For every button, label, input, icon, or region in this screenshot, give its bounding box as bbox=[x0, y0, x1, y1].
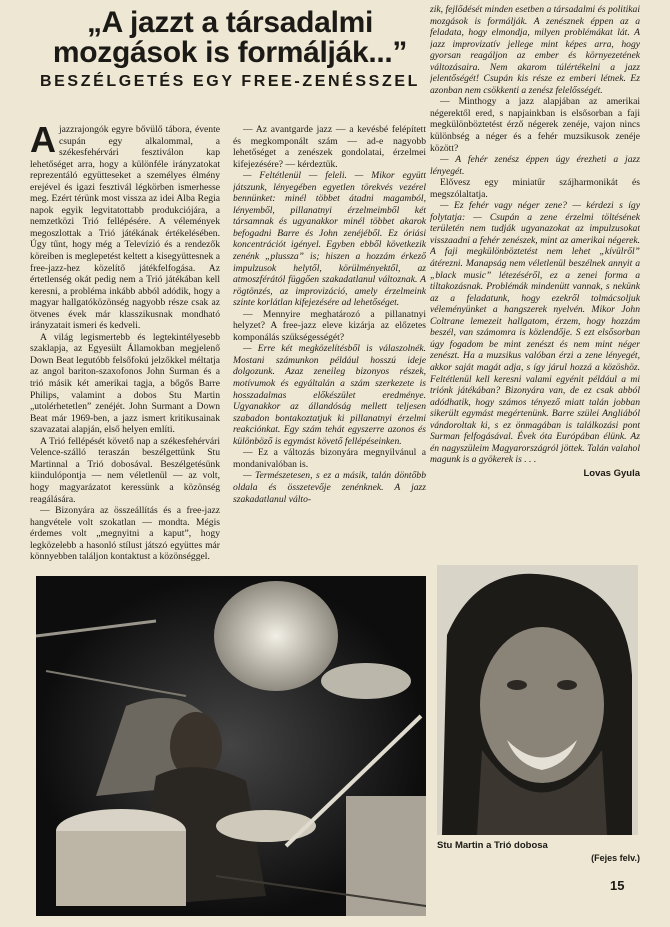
paragraph: Elővesz egy miniatűr szájharmonikát és megszólaltatja. bbox=[430, 177, 640, 200]
paragraph: — Minthogy a jazz alapjában az amerikai négerektől ered, s napjainkban is elsősorban a faji megkülönböztetést érző négerek zenéje, vajon nincs különbség a néger és a fehér muzsikusok zenéje között? bbox=[430, 96, 640, 154]
cymbal-shape bbox=[214, 581, 338, 691]
byline: Lovas Gyula bbox=[583, 467, 640, 479]
paragraph: A Trió fellépését követő nap a székesfehérvári Velence-szálló teraszán beszélgettünk Stu Martinnal a Trió dobosával. Beszélgetésünk kiindulópontja — nem véletlenül — az volt, hogy magyarázatot keressünk a közönség reagálására. bbox=[30, 435, 220, 505]
paragraph: — Mennyire meghatározó a pillanatnyi helyzet? A free-jazz eleve kizárja az előzetes komponálás szükségességét? bbox=[233, 308, 426, 343]
article-subtitle: BESZÉLGETÉS EGY FREE-ZENÉSSZEL bbox=[40, 73, 420, 90]
paragraph: — Természetesen, s ez a másik, talán döntőbb oldala és összetevője zenénknek. A jazz szakadatlanul válto- bbox=[233, 470, 426, 505]
paragraph: A világ legismertebb és legtekintélyesebb szaklapja, az Egyesült Államokban megjelenő Down Beat legutóbb felsőfokú jelzőkkel méltatja az angol bariton-szaxofonos John Surman és a trió másik két amerikai tagja, a bőgős Barre Philips, valamint a dobos Stu Martin „utolérhetetlen” zenéjét. John Surmant a Down Beat már 1969-ben, a jazz ismert kritikusainak szavazatai alapján, első helyen említi. bbox=[30, 331, 220, 436]
paragraph: — Bizonyára az összeállítás és a free-jazz hangvétele volt szokatlan — mondta. Mégis érdemes volt „megnyitni a kaput”, hogy legközelebb a hasonló stílust játszó együttes már könnyebben találjon kontaktust a közönséggel. bbox=[30, 505, 220, 563]
portrait-photo-illustration bbox=[437, 565, 638, 835]
paragraph: Ajazzrajongók egyre bővülő tábora, évente csupán egy alkalommal, a székesfehérvári fesztiválon kap lehetőséget arra, hogy a különféle irányzatokat reprezentáló együtteseket a személyes élmény erejével és igazi fesztivál légkörben ismerhesse meg. Ezért térünk most vissza az idei Alba Regia napok egyik legvitatottabb produkciójára, a nemzetközi Trió fellépésére. A vélemények megoszlottak a Trió játékának értékelésében. Úgy tűnt, hogy még a Televízió és a rendezők köreiben is meglepetést keltett a kisegyüttesnek a free-jazz-hez közelítő játékfelfogása. Az értetlenség okát pedig nem a Trió játékában kell keresni, a probléma inkább abból adódik, hogy a magyar hallgatóközönség nagyobb része csak az ötvenes évek már klasszikusnak mondható irányzatait ismeri és kedveli. bbox=[30, 124, 220, 332]
portrait-photo bbox=[437, 565, 638, 835]
paragraph: — Ez a változás bizonyára megnyilvánul a mondanivalóban is. bbox=[233, 447, 426, 470]
text-column-3 bbox=[430, 4, 640, 564]
text-column-2 bbox=[233, 124, 426, 564]
paragraph: zik, fejlődését minden esetben a társadalmi és politikai mozgások is formálják. A zenésznek éppen az a feladata, hogy elmondja, milyen problémákat lát. A jazz improvizatív jellege mint képes arra, hogy gyorsan reagáljon az ember és környezetének változásaira. Nem akarom túlértékelni a jazz jelentőségét! Csupán kis része ez emberi létnek. Ez azonban nem csökkenti a zenész felelősségét. bbox=[430, 4, 640, 96]
paragraph: — Feltétlenül — feleli. — Mikor együtt játszunk, lényegében egyetlen törekvés vezérel bennünket: minél többet átadni magamból, lényemből, pillanatnyi érzelmeimből két társamnak és ugyanakkor minél többet akarok befogadni Barre és John zenéjéből. Ez óriási koncentrációt igényel. Egyben ebből következik zenénk „plussza” is; hiszen a hozzám érkező impulzusok helytől, körülményektől, az atmoszférától függően szakadatlanul változnak. A rögtönzés, az improvizáció, amely érzelmeink szinte korlátlan kifejezésére ad lehetőséget. bbox=[233, 170, 426, 309]
paragraph: — Az avantgarde jazz — a kevésbé felépített és megkomponált szám — ad-e nagyobb lehetőséget a zenészek gondolatai, érzelmei kifejezésére? — kérdeztük. bbox=[233, 124, 426, 170]
drummer-photo bbox=[36, 576, 426, 916]
paragraph: — Erre két megközelítésből is válaszolnék. Mostani számunkon például hosszú ideje dolgozunk. Azaz zeneileg bizonyos részek, motívumok és egyáltalán a szám szerkezete is hosszadalmas előkészület eredménye. Ugyanakkor az állandóság mellett teljesen szabadon bontakoztatjuk ki pillanatnyi érzelmi reakciónkat. Egy szám tehát egyszerre azonos és különböző is egymást követő fellépéseinken. bbox=[233, 343, 426, 447]
article-title-line-1: „A jazzt a társadalmi bbox=[86, 6, 374, 39]
article-title-line-2: mozgások is formálják...” bbox=[52, 36, 408, 69]
paragraph: — A fehér zenész éppen úgy érezheti a jazz lényegét. bbox=[430, 154, 640, 177]
photo-credit: (Fejes felv.) bbox=[591, 853, 640, 863]
page-number: 15 bbox=[610, 878, 625, 893]
photo-caption: Stu Martin a Trió dobosa bbox=[437, 840, 548, 851]
drop-cap: A bbox=[30, 124, 56, 160]
drummer-photo-illustration bbox=[36, 576, 426, 916]
paragraph: — Ez fehér vagy néger zene? — kérdezi s így folytatja: — Csupán a zene érzelmi töltésének területén nem tudják ugyanazokat az impulzusokat visszaadni a fehér zenészek, mint az amerikai négerek. A faji megkülönböztetést nem lehet „kívülről” átérezni. Manapság nem véletlenül beszélnek annyit a „black music” létezéséről, ez a zenei forma a tiltakozásnak. Problémák mindenütt vannak, s nekünk az a feladatunk, hogy ezekről tolmácsoljuk véleményünket a hangszerek nyelvén. Mikor John Coltrane lemezeit hallgatom, érzem, hogy hozzám beszél, van számomra is közlendője. S ezt elsősorban úgy fogadom be mint zenészt és nem mint néger zenészt. Ha a muzsikus valóban érzi a zene lényegét, akkor saját magát adja, s így járul hozzá a közöshöz. Feltétlenül kell keresni valami egyénit például a mi triónk játékában? Bizonyára van, de ez csak abból adódhatik, hogy számos tényező miatt talán jobban sikerült egymást megértenünk. Barre szülei Angliából vándoroltak ki, s ez önmagában is találkozási pont Surman felfogásával. Évek óta Európában élünk. Az én nagyszüleim Magyarországról jöttek. Talán valahol magunk is a gyökerek is . . . bbox=[430, 200, 640, 466]
headline-block bbox=[30, 8, 430, 91]
text-column-1 bbox=[30, 124, 220, 564]
